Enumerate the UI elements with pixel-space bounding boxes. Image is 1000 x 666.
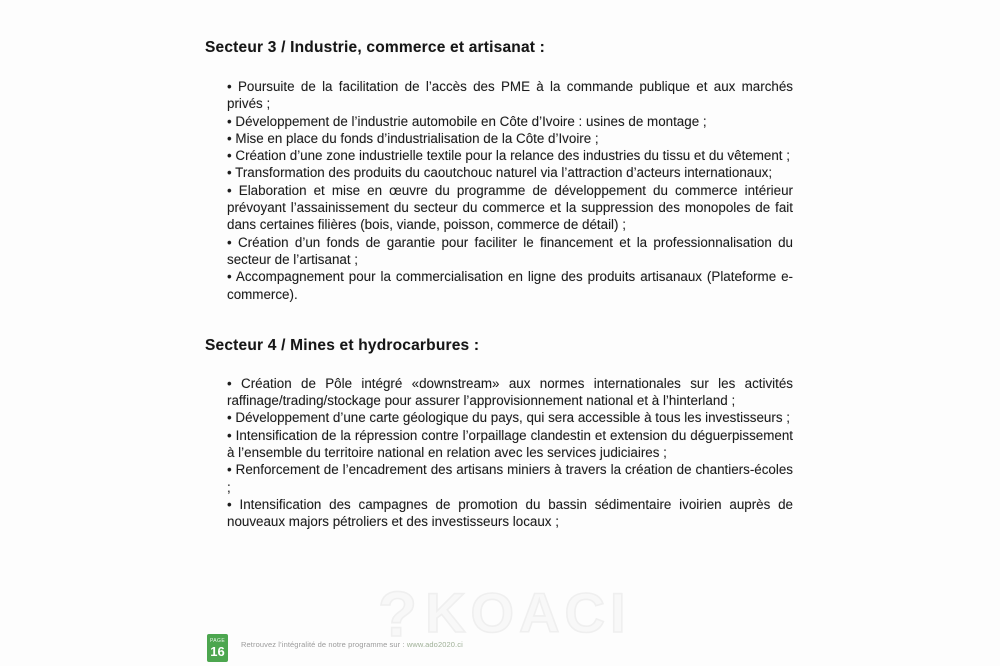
page-content bbox=[205, 39, 797, 531]
koaci-watermark-text: KOACI bbox=[425, 581, 631, 644]
bullet-item: • Développement de l’industrie automobile en Côte d’Ivoire : usines de montage ; bbox=[227, 113, 707, 129]
bullet-item: • Renforcement de l’encadrement des artisans miniers à travers la création de chantiers-écoles ; bbox=[227, 462, 793, 495]
page-number-badge bbox=[207, 634, 228, 662]
footer-note-text: Retrouvez l’intégralité de notre programme sur : bbox=[241, 640, 405, 649]
bullet-item: • Mise en place du fonds d’industrialisation de la Côte d’Ivoire ; bbox=[227, 130, 599, 146]
bullet-item: • Création d’une zone industrielle textile pour la relance des industries du tissu et du vêtement ; bbox=[227, 148, 790, 164]
bullet-item: • Développement d’une carte géologique du pays, qui sera accessible à tous les investisseurs ; bbox=[227, 410, 790, 426]
section-secteur-4 bbox=[205, 337, 797, 531]
bullet-list bbox=[227, 375, 793, 531]
bullet-item: • Création de Pôle intégré «downstream» aux normes internationales sur les activités raffinage/trading/stockage pour assurer l’approvisionnement national et à l’hinterland ; bbox=[227, 375, 793, 409]
section-heading: Secteur 4 / Mines et hydrocarbures : bbox=[205, 336, 480, 354]
footer-url: www.ado2020.ci bbox=[406, 640, 463, 649]
bullet-item: • Accompagnement pour la commercialisation en ligne des produits artisanaux (Plateforme e-commerce). bbox=[227, 269, 793, 302]
footer-note bbox=[241, 640, 463, 649]
bullet-item: • Elaboration et mise en œuvre du programme de développement du commerce intérieur prévoyant l’assainissement du secteur du commerce et la suppression des monopoles de fait dans certaines filières (bois, viande, poisson, commerce de détail) ; bbox=[227, 182, 793, 233]
bullet-item: • Intensification de la répression contre l’orpaillage clandestin et extension du déguerpissement à l’ensemble du territoire national en relation avec les services judiciaires ; bbox=[227, 427, 793, 461]
page-badge-number: 16 bbox=[210, 643, 225, 659]
koaci-logo-icon: ? bbox=[378, 578, 418, 650]
bullet-item: • Transformation des produits du caoutchouc naturel via l’attraction d’acteurs internationaux; bbox=[227, 165, 773, 181]
bullet-item: • Intensification des campagnes de promotion du bassin sédimentaire ivoirien auprès de nouveaux majors pétroliers et des investisseurs locaux ; bbox=[227, 496, 793, 530]
bullet-list bbox=[227, 78, 793, 303]
page-badge-label: PAGE bbox=[209, 637, 226, 644]
koaci-watermark bbox=[378, 578, 631, 650]
section-heading: Secteur 3 / Industrie, commerce et artisanat : bbox=[205, 39, 545, 56]
bullet-item: • Poursuite de la facilitation de l’accès des PME à la commande publique et aux marchés privés ; bbox=[227, 79, 793, 112]
section-secteur-3 bbox=[205, 39, 797, 303]
bullet-item: • Création d’un fonds de garantie pour faciliter le financement et la professionnalisation du secteur de l’artisanat ; bbox=[227, 234, 793, 267]
